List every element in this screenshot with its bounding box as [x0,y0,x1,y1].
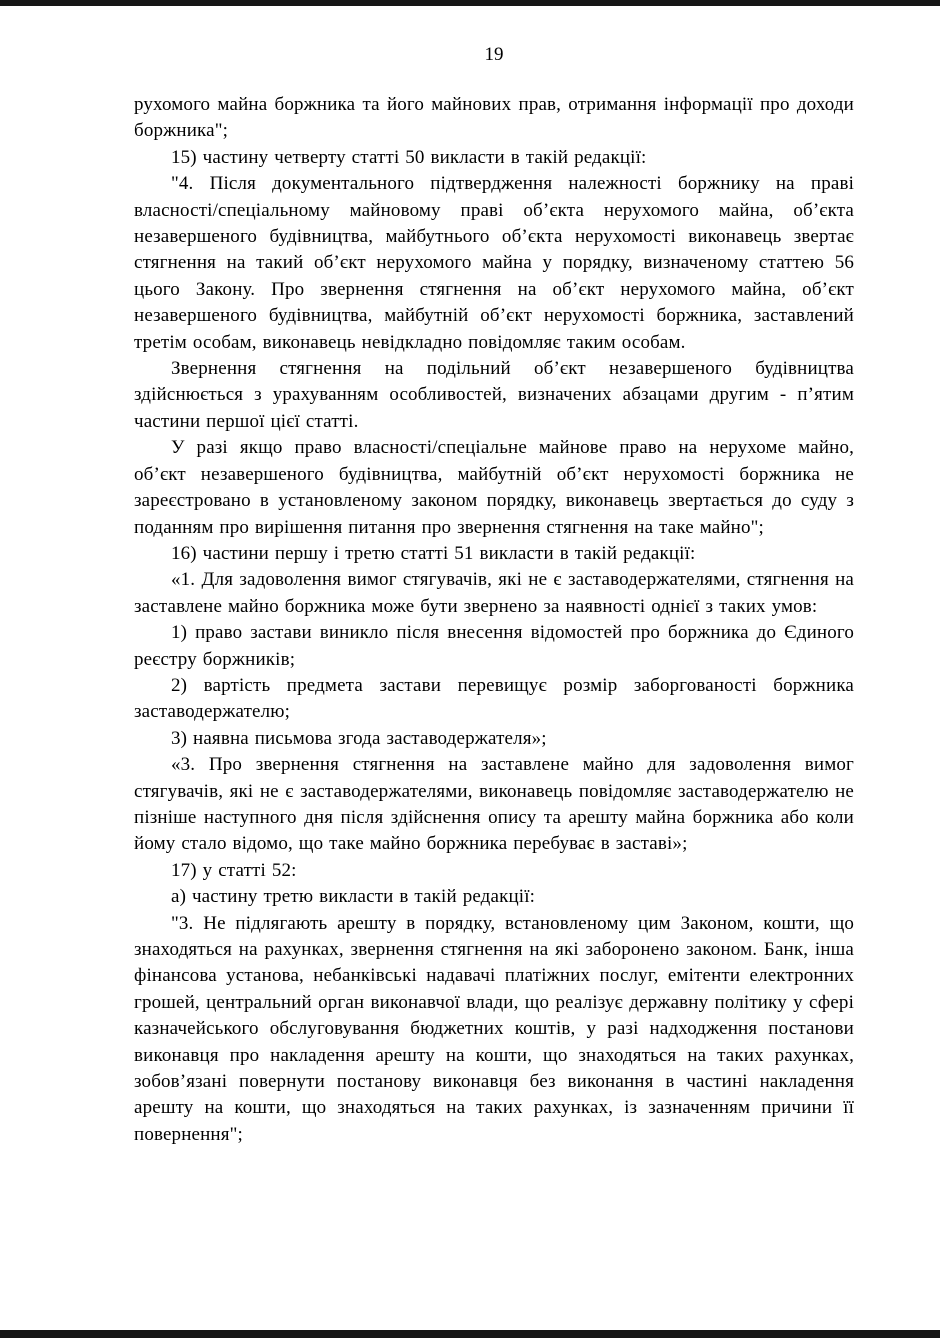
paragraph: «3. Про звернення стягнення на заставлене майно для задоволення вимог стягувачів, які не є заставодержателями, виконавець повідомляє заставодержателю не пізніше наступного дня після здійснення опису та арешту майна боржника або коли йому стало відомо, що таке майно боржника перебуває в заставі»; [134,754,854,855]
page-bottom-edge [0,1330,940,1338]
paragraph: Звернення стягнення на подільний об’єкт незавершеного будівництва здійснюється з урахуванням особливостей, визначених абзацами другим - п’ятим частини першої цієї статті. [134,358,854,432]
page-top-edge [0,0,940,6]
paragraph: "3. Не підлягають арешту в порядку, встановленому цим Законом, кошти, що знаходяться на рахунках, звернення стягнення на які заборонено законом. Банк, інша фінансова установа, небанківські надавачі платіжних послуг, емітенти електронних грошей, центральний орган виконавчої влади, що реалізує державну політику у сфері казначейського обслуговування бюджетних коштів, у разі надходження постанови виконавця про накладення арешту на кошти, що знаходяться на таких рахунках, зобов’язані повернути постанову виконавця без виконання в частині накладення арешту на кошти, що знаходяться на таких рахунках, із зазначенням причини її повернення"; [134,912,854,1145]
paragraph: а) частину третю викласти в такій редакції: [171,886,536,908]
paragraph: рухомого майна боржника та його майнових прав, отримання інформації про доходи боржника"; [134,94,854,142]
paragraph: 3) наявна письмова згода заставодержателя»; [171,727,547,749]
page-number: 19 [484,44,504,65]
paragraph: 2) вартість предмета застави перевищує розмір заборгованості боржника заставодержателю; [134,674,854,723]
paragraph: У разі якщо право власності/спеціальне майнове право на нерухоме майно, об’єкт незавершеного будівництва, майбутній об’єкт нерухомості боржника не зареєстровано в установленому законом порядку, виконавець звертається до суду з поданням про вирішення питання про звернення стягнення на таке майно"; [134,437,854,538]
paragraph: «1. Для задоволення вимог стягувачів, які не є заставодержателями, стягнення на заставлене майно боржника може бути звернено за наявності однієї з таких умов: [134,569,854,617]
paragraph: "4. Після документального підтвердження належності боржнику на праві власності/спеціальному майновому праві об’єкта нерухомого майна, об’єкта незавершеного будівництва, майбутнього об’єкта нерухомості виконавець звертає стягнення на такий об’єкт нерухомого майна у порядку, визначеному статтею 56 цього Закону. Про звернення стягнення на об’єкт нерухомого майна, об’єкт незавершеного будівництва, майбутній об’єкт нерухомості боржника, заставлений третім особам, виконавець невідкладно повідомляє таким особам. [134,173,854,353]
paragraph: 17) у статті 52: [171,859,297,881]
paragraph: 1) право застави виникло після внесення відомостей про боржника до Єдиного реєстру боржників; [134,622,854,670]
paragraph: 16) частини першу і третю статті 51 викласти в такій редакції: [171,542,696,564]
paragraph: 15) частину четверту статті 50 викласти в такій редакції: [171,146,647,168]
